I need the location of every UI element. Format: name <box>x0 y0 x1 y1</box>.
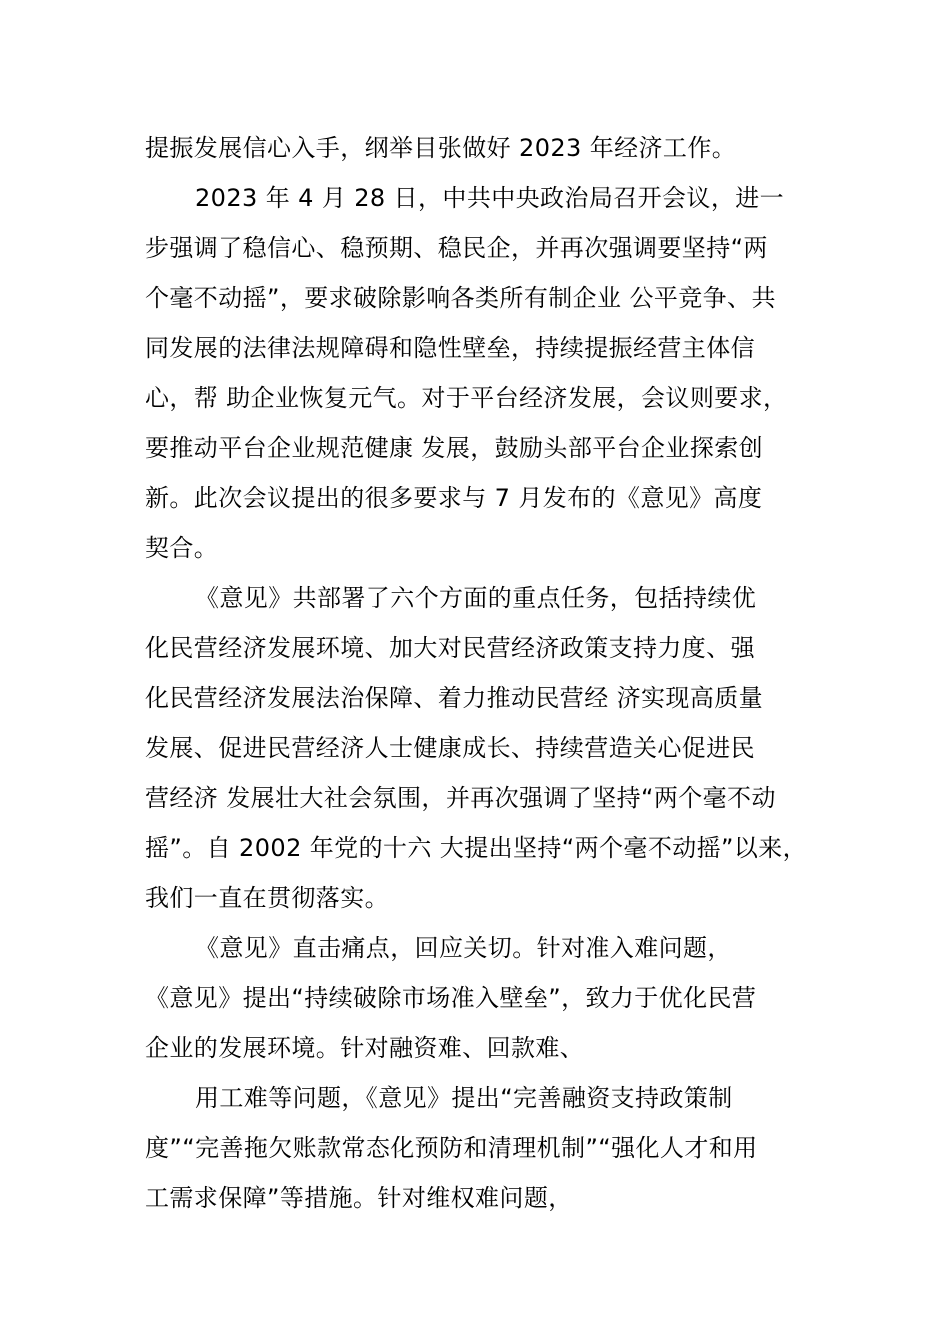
text-line: 契合。 <box>145 534 219 562</box>
text-line: 摇”。自 2002 年党的十六 大提出坚持“两个毫不动摇”以来， <box>145 834 808 862</box>
text-line: 《意见》提出“持续破除市场准入壁垒”，致力于优化民营 <box>145 984 757 1012</box>
text-line: 提振发展信心入手，纲举目张做好 2023 年经济工作。 <box>145 134 737 162</box>
text-line: 《意见》直击痛点，回应关切。针对准入难问题， <box>195 934 732 962</box>
text-line: 新。此次会议提出的很多要求与 7 月发布的《意见》高度 <box>145 484 763 512</box>
text-line: 营经济 发展壮大社会氛围，并再次强调了坚持“两个毫不动 <box>145 784 776 812</box>
text-line: 用工难等问题，《意见》提出“完善融资支持政策制 <box>195 1084 733 1112</box>
text-line: 度”“完善拖欠账款常态化预防和清理机制”“强化人才和用 <box>145 1134 758 1162</box>
text-line: 化民营经济发展法治保障、着力推动民营经 济实现高质量 <box>145 684 764 712</box>
text-line: 要推动平台企业规范健康 发展，鼓励头部平台企业探索创 <box>145 434 764 462</box>
text-line: 企业的发展环境。针对融资难、回款难、 <box>145 1034 585 1062</box>
text-line: 化民营经济发展环境、加大对民营经济政策支持力度、强 <box>145 634 755 662</box>
text-line: 同发展的法律法规障碍和隐性壁垒，持续提振经营主体信 <box>145 334 755 362</box>
text-line: 心，帮 助企业恢复元气。对于平台经济发展，会议则要求， <box>145 384 788 412</box>
text-line: 2023 年 4 月 28 日，中共中央政治局召开会议，进一 <box>195 184 785 212</box>
text-line: 《意见》共部署了六个方面的重点任务，包括持续优 <box>195 584 757 612</box>
text-line: 我们一直在贯彻落实。 <box>145 884 389 912</box>
text-line: 个毫不动摇”，要求破除影响各类所有制企业 公平竞争、共 <box>145 284 776 312</box>
text-line: 工需求保障”等措施。针对维权难问题， <box>145 1184 573 1212</box>
text-line: 发展、促进民营经济人士健康成长、持续营造关心促进民 <box>145 734 755 762</box>
text-line: 步强调了稳信心、稳预期、稳民企，并再次强调要坚持“两 <box>145 234 768 262</box>
